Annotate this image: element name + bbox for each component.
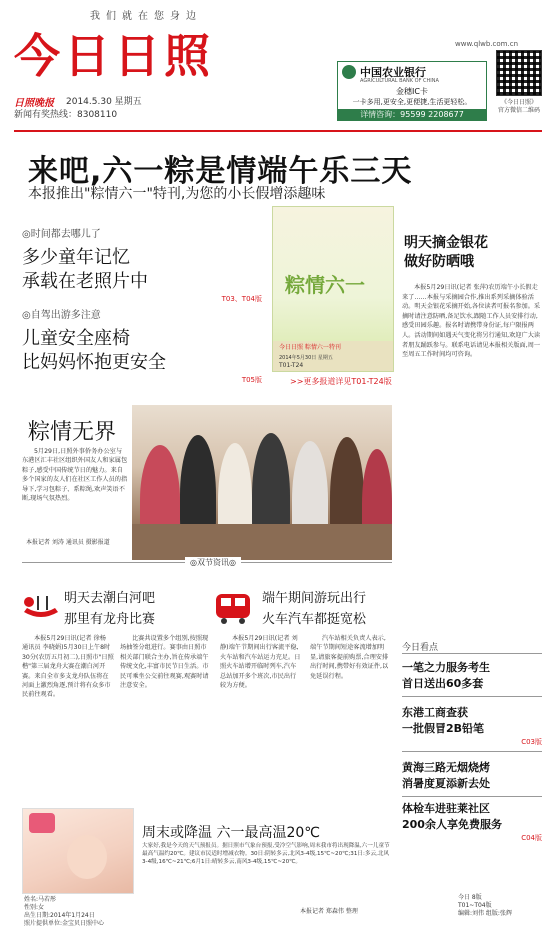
news-left-col1: 本报5月29日讯(记者 徐杨 通讯员 李晓娟)5月30日上午8时30分(农历五月初二),日照市"日照楷"第三届龙舟大赛在潮白河开赛。来自全市多支龙舟队伍将在河面上激烈角逐,预计将有众多市民前往观看。 <box>22 635 114 699</box>
section-label: ◎双节资讯◎ <box>185 557 241 568</box>
bank-slogan: 一卡多用,更安全,更便捷,生活更轻松。 <box>352 98 472 106</box>
sidebar-item-2a[interactable]: 东港工商查获 <box>402 706 468 719</box>
bank-name-english: AGRICULTURAL BANK OF CHINA <box>360 78 439 84</box>
weather-credit: 本报记者 郑森伟 整理 <box>300 908 358 915</box>
baby-photo-credit: 照片提供单位:金宝贝日照中心 <box>24 920 105 927</box>
masthead-rule <box>14 130 542 132</box>
baby-caption <box>24 896 104 928</box>
cover-title: 粽情六一 <box>285 273 365 297</box>
news-left-head-2: 那里有龙舟比赛 <box>64 612 156 627</box>
teaser-tag-2: ◎自驾出游多注意 <box>22 310 101 321</box>
lead-subhead: 本报推出"粽情六一"特刊,为您的小长假增添趣味 <box>28 186 326 202</box>
sidebar <box>402 660 542 843</box>
zongqing-credit: 本报记者 刘涛 通讯员 摄影报道 <box>26 539 110 546</box>
cover-band-date: 2014年5月30日 星期五 <box>279 355 333 361</box>
right-story-body: 本报5月29日讯(记者 张萍)农历端午小长假走来了……本报与采摘园合作,推出系列采摘体验活动。明天金银花采摘开始,各位读者可报名参加。采摘时请注意防晒,备足饮水,跟随工作人员安排行动,感受田园乐趣。报名时请携带身份证,每户限报两人。活动期间如遇天气变化将另行通知,欢迎广大读者朋友踊跃参与。联系电话请见本报相关版面,周一至周五工作时间均可咨询。 <box>402 284 541 359</box>
sidebar-item-1b[interactable]: 首日送出60多套 <box>402 677 484 690</box>
teaser-line-4[interactable]: 比妈妈怀抱更安全 <box>22 352 166 373</box>
teaser-line-3[interactable]: 儿童安全座椅 <box>22 328 130 349</box>
baby-gender: 性别:女 <box>24 904 45 911</box>
sidebar-footer <box>458 894 512 918</box>
qr-caption <box>490 99 548 115</box>
bank-name: 中国农业银行 <box>360 66 426 79</box>
sidebar-item-4a[interactable]: 体检车进驻莱社区 <box>402 802 490 815</box>
news-left-head-1: 明天去潮白河吧 <box>64 591 156 606</box>
qr-caption-line1: 《今日日照》 <box>500 99 537 106</box>
teaser-line-1[interactable]: 多少童年记忆 <box>22 247 130 268</box>
qr-caption-line2: 官方微信二维码 <box>497 107 540 114</box>
sidebar-item-3b[interactable]: 消暑度夏添新去处 <box>402 777 490 790</box>
more-reports-link[interactable]: >>更多报道详见T01-T24版 <box>290 377 392 386</box>
sidebar-version-2: C03版 <box>521 738 542 746</box>
sidebar-item-4b[interactable]: 200余人享免费服务 <box>402 818 502 831</box>
teaser-pages-2: T05版 <box>241 376 262 384</box>
baby-photo[interactable] <box>22 808 134 894</box>
right-story-headline[interactable] <box>404 234 488 272</box>
bank-card-name: 金穗IC卡 <box>396 87 428 96</box>
news-right-head-2: 火车汽车都挺宽松 <box>262 612 367 627</box>
sidebar-divider <box>402 796 542 797</box>
footer-range: T01~T04版 <box>458 902 492 909</box>
footer-pages: 今日 8版 <box>458 894 482 901</box>
zongqing-body: 5月29日,日照外事侨务办公室与东港区汇丰社区组织外国友人和家属包粽子,感受中国传统节日的魅力。来自多个国家的友人们在社区工作人员的指导下,学习包粽子、系粽绳,欢声笑语不断,现场气氛热烈。 <box>22 448 128 503</box>
dragon-boat-icon <box>22 588 60 624</box>
train-icon <box>212 588 254 626</box>
bank-hotline: 详情咨询：95599 2208677 <box>337 109 487 121</box>
baby-birthday: 出生日期:2014年1月24日 <box>24 912 95 919</box>
sidebar-item-2b[interactable]: 一批假冒2B铅笔 <box>402 722 485 735</box>
news-right-col1: 本报5月29日讯(记者 刘静)端午节期间出行客流平稳,火车站和汽车站运力充足。日照火车站增开临时列车,汽车总站加开多个班次,市民出行较为方便。 <box>220 635 301 690</box>
baby-name: 姓名:马若彤 <box>24 896 57 903</box>
teaser-tag-1: ◎时间都去哪儿了 <box>22 229 101 240</box>
sidebar-item-3a[interactable]: 黄海三路无烟烧烤 <box>402 761 490 774</box>
sidebar-label: 今日看点 <box>402 640 542 654</box>
zongzi-photo[interactable] <box>132 405 392 560</box>
masthead-slogan: 我们就在您身边 <box>90 11 202 22</box>
masthead-title: 今日日照 <box>14 29 214 83</box>
weather-body: 大家好,我是今天的天气预报员。据日照市气象台预报,受冷空气影响,周末我市将出现降温,六一儿童节最高气温约20℃。建议市民适时增减衣物。30日:阴转多云,北风3-4级,15℃~20℃;31日:多云,北风3-4级,16℃~21℃;6月1日:晴转多云,南风3-4级,15℃~20℃。 <box>142 843 390 866</box>
news-right-headline[interactable] <box>262 588 366 630</box>
website-url[interactable]: www.qlwb.com.cn <box>455 40 518 48</box>
news-left-headline[interactable] <box>64 588 155 630</box>
lead-teasers <box>22 207 262 384</box>
footer-editors: 编辑:刘伟 组版:张辉 <box>458 910 512 917</box>
sidebar-divider <box>402 751 542 752</box>
special-issue-cover[interactable] <box>272 206 394 372</box>
teaser-line-2[interactable]: 承载在老照片中 <box>22 271 148 292</box>
teaser-pages-1: T03、T04版 <box>221 295 262 303</box>
sidebar-version-3: C04版 <box>521 834 542 842</box>
weather-headline[interactable]: 周末或降温 六一最高温20℃ <box>142 825 320 841</box>
cover-band-pages: T01-T24 <box>279 362 304 369</box>
baby-face <box>67 835 107 879</box>
news-left-col2: 比赛共设置多个组别,按照现场抽签分组进行。赛事由日照市相关部门联合主办,旨在传承端午传统文化,丰富市民节日生活。市民可乘坐公交前往观赛,观赛时请注意安全。 <box>120 635 209 690</box>
zongqing-title[interactable]: 粽情无界 <box>28 420 117 445</box>
cover-band-label: 今日日照 粽情六一特刊 <box>279 344 341 351</box>
sidebar-divider <box>402 696 542 697</box>
photo-table <box>132 524 392 560</box>
news-hotline: 新闻有奖热线：8308110 <box>14 110 118 120</box>
wechat-qr-code[interactable] <box>496 50 542 96</box>
evening-paper-logo: 日照晚报 <box>14 98 54 109</box>
news-right-col2: 汽车站相关负责人表示,端午节期间短途客流增加明显,请旅客提前购票,合理安排出行时间,携带好有效证件,以免延误行程。 <box>310 635 389 680</box>
bank-logo-icon <box>342 65 356 79</box>
sidebar-item-1a[interactable]: 一笔之力服务考生 <box>402 661 490 674</box>
right-story-head-1: 明天摘金银花 <box>404 235 488 251</box>
right-story-head-2: 做好防晒哦 <box>404 254 474 270</box>
issue-date: 2014.5.30 星期五 <box>66 97 142 107</box>
lead-headline[interactable]: 来吧,六一粽是情端午乐三天 <box>28 154 413 189</box>
bank-ad[interactable] <box>337 61 487 121</box>
news-right-head-1: 端午期间游玩出行 <box>262 591 367 606</box>
baby-photo-badge <box>29 813 55 833</box>
